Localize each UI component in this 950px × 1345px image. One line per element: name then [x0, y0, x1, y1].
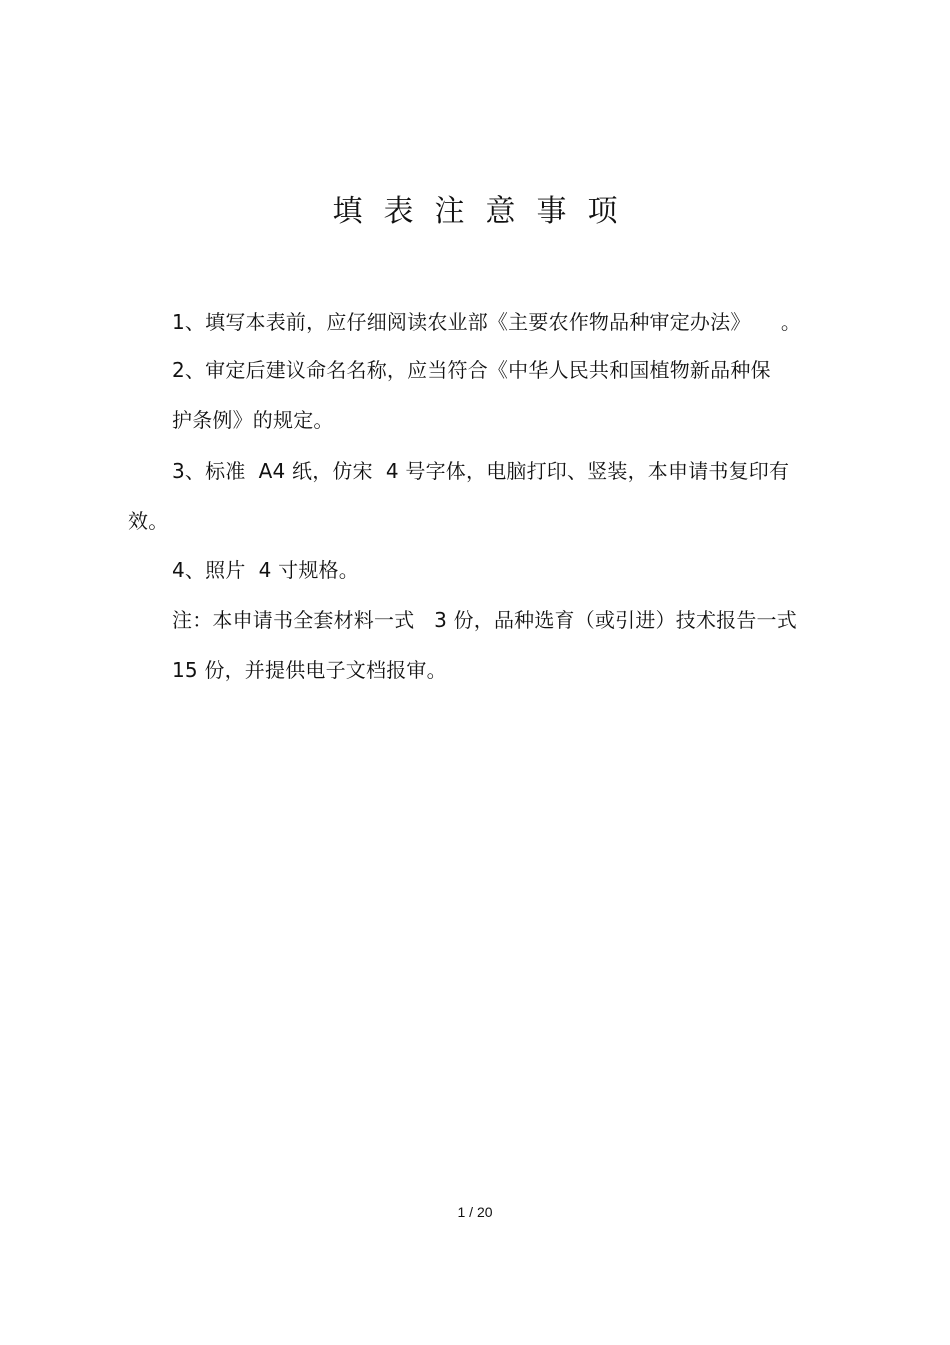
instruction-item-3-line-1: 3、标准 A4 纸，仿宋 4 号字体，电脑打印、竖装，本申请书复印有: [172, 459, 790, 483]
instruction-item-3-line-2: 效。: [128, 509, 169, 533]
page-number: 1 / 20: [457, 1204, 493, 1220]
page-title: 填表注意事项: [332, 194, 639, 229]
note-line-1: 注：本申请书全套材料一式 3 份，品种选育（或引进）技术报告一式: [172, 608, 797, 632]
instruction-item-4: 4、照片 4 寸规格。: [172, 558, 359, 582]
instruction-item-2-line-2: 护条例》的规定。: [172, 408, 334, 432]
instruction-item-2-line-1: 2、审定后建议命名名称，应当符合《中华人民共和国植物新品种保: [172, 358, 771, 382]
instruction-item-1: 1、填写本表前，应仔细阅读农业部《主要农作物品种审定办法》 。: [172, 310, 802, 334]
note-line-2: 15 份，并提供电子文档报审。: [172, 658, 447, 682]
